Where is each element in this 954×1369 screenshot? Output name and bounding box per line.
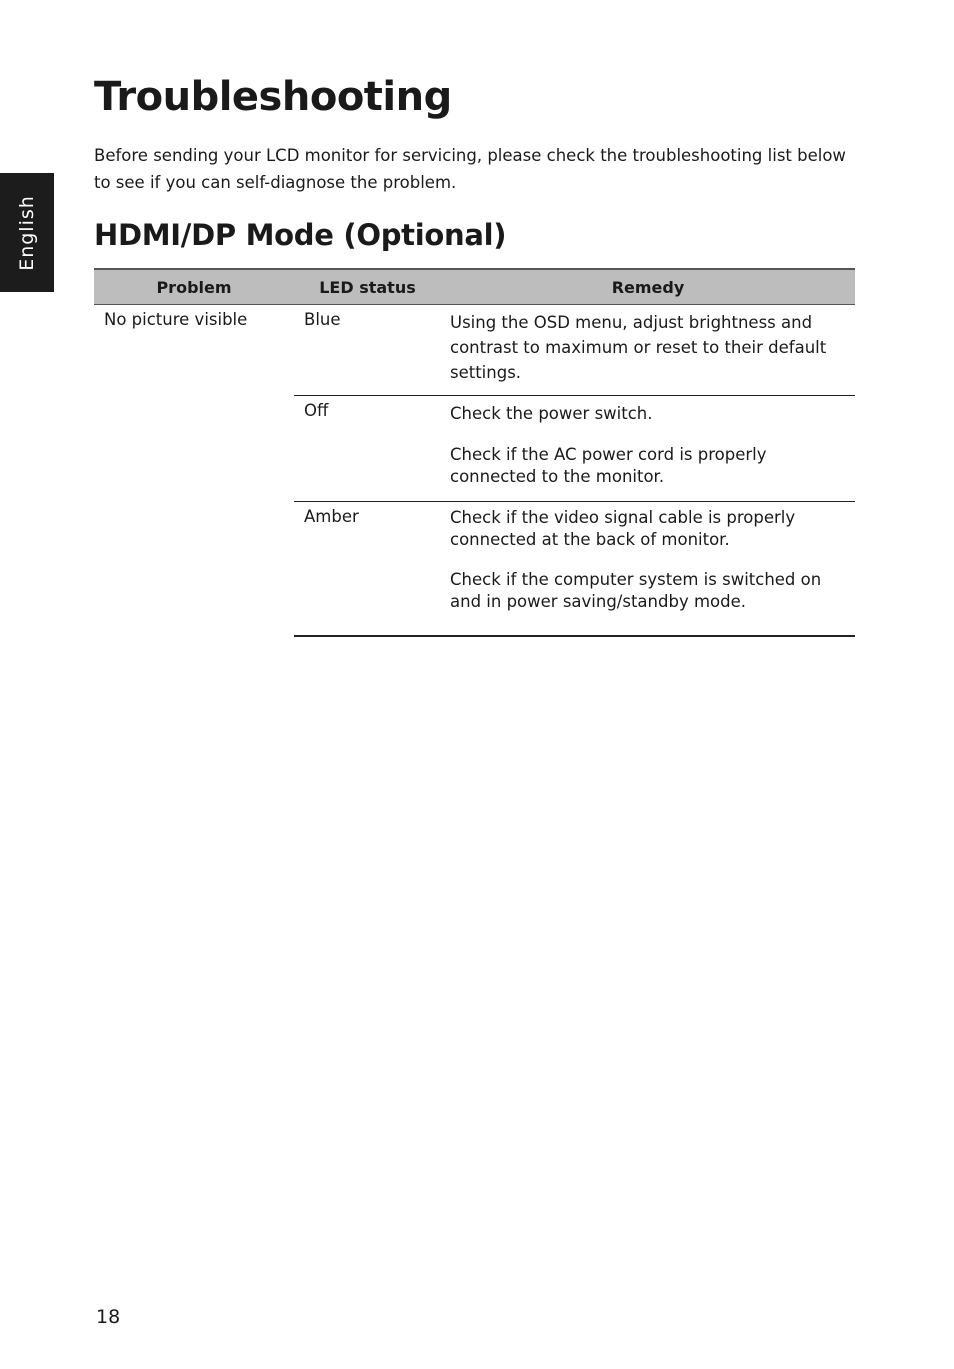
language-tab bbox=[0, 173, 54, 292]
remedy-cell bbox=[441, 502, 855, 636]
led-status-text: Off bbox=[304, 401, 329, 420]
language-tab-label: English bbox=[16, 194, 38, 271]
troubleshooting-table bbox=[94, 268, 855, 637]
page-title: Troubleshooting bbox=[94, 74, 452, 120]
section-title: HDMI/DP Mode (Optional) bbox=[94, 218, 507, 252]
led-status-text: Blue bbox=[304, 310, 341, 329]
table-header-row bbox=[94, 269, 855, 305]
header-problem: Problem bbox=[94, 269, 294, 305]
remedy-cell bbox=[441, 305, 855, 396]
page-number: 18 bbox=[96, 1306, 121, 1328]
header-led-status: LED status bbox=[294, 269, 441, 305]
remedy-text: Using the OSD menu, adjust brightness and contrast to maximum or reset to their default settings. bbox=[450, 313, 827, 382]
led-cell bbox=[294, 396, 441, 502]
led-cell bbox=[294, 502, 441, 636]
problem-cell bbox=[94, 305, 294, 636]
led-cell bbox=[294, 305, 441, 396]
remedy-cell bbox=[441, 396, 855, 502]
remedy-text: Check if the AC power cord is properly connected to the monitor. bbox=[450, 445, 767, 486]
remedy-text: Check if the video signal cable is properly connected at the back of monitor. bbox=[450, 508, 796, 549]
problem-text: No picture visible bbox=[104, 310, 248, 329]
header-remedy: Remedy bbox=[441, 269, 855, 305]
led-status-text: Amber bbox=[304, 507, 359, 526]
table-row bbox=[94, 305, 855, 396]
intro-paragraph: Before sending your LCD monitor for servicing, please check the troubleshooting list below to see if you can self-diagnose the problem. bbox=[94, 146, 846, 192]
remedy-text: Check the power switch. bbox=[450, 404, 653, 423]
remedy-text: Check if the computer system is switched on and in power saving/standby mode. bbox=[450, 570, 822, 611]
